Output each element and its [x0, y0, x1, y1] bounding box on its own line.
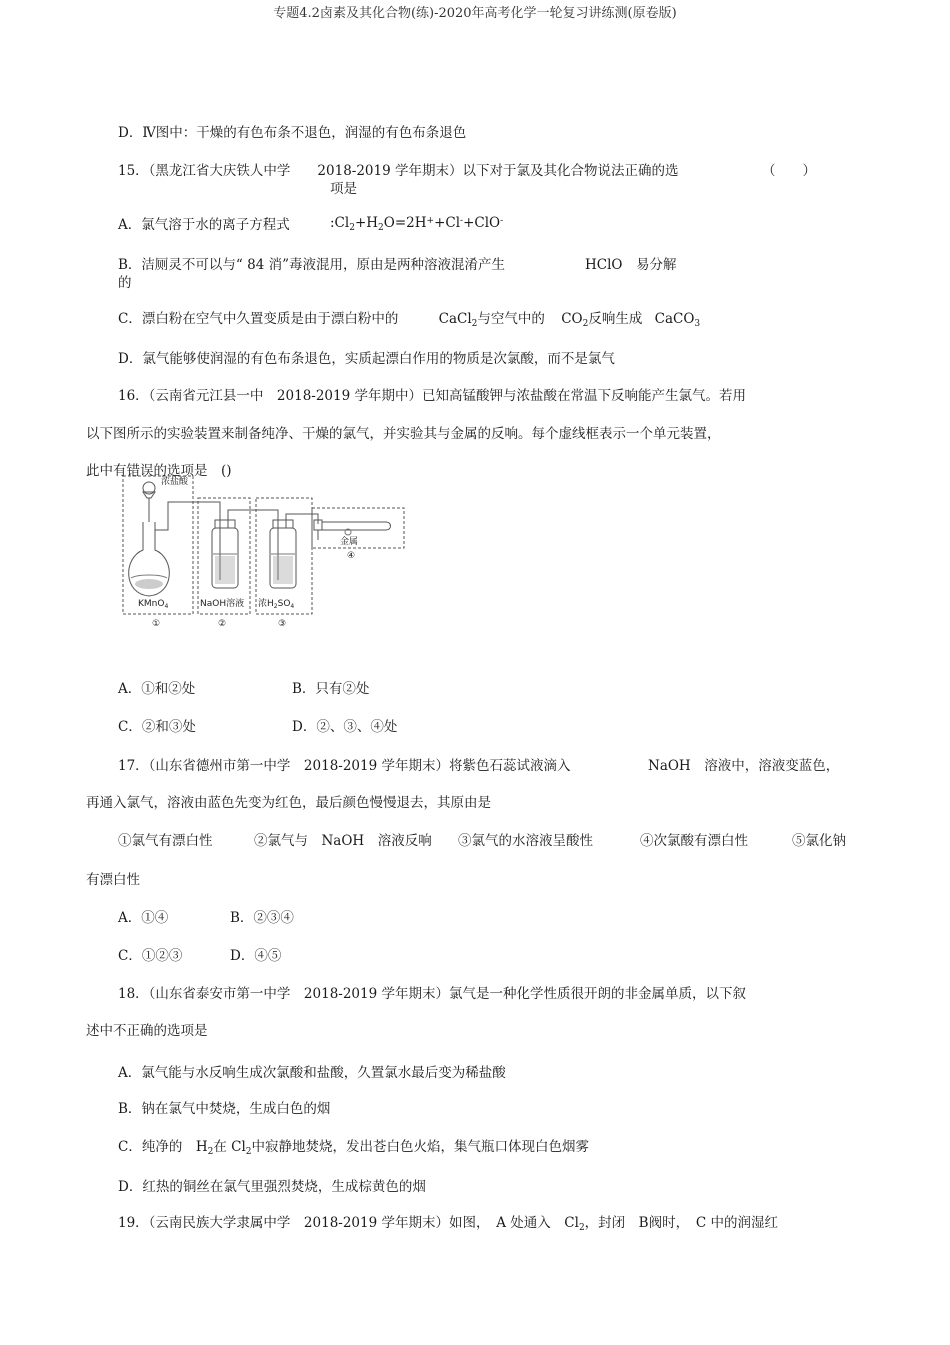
- q16-option-b: B．只有②处: [292, 681, 370, 697]
- fig-unit-1: ①: [152, 619, 161, 629]
- q18-option-d: D．红热的铜丝在氯气里强烈焚烧，生成棕黄色的烟: [118, 1179, 426, 1195]
- fig-label-metal: 金属: [340, 537, 359, 547]
- q17-stem-line1-cont: NaOH 溶液中，溶液变蓝色，: [648, 758, 840, 774]
- q15-stem-cont: 项是: [330, 181, 357, 197]
- q18-stem-line1: 18．（山东省泰安市第一中学 2018-2019 学年期末）氯气是一种化学性质很开朗的非金属单质，以下叙: [118, 986, 746, 1002]
- q16-option-a: A．①和②处: [118, 681, 196, 697]
- q17-option-d: D．④⑤: [230, 948, 282, 964]
- svg-text:浓H2SO4: 浓$H_2SO_4$: [258, 599, 295, 610]
- q15-option-b-cont: 的: [118, 275, 132, 291]
- q16-option-d: D．②、③、④处: [292, 719, 398, 735]
- svg-text:KMnO4: KMnO$_4$: [138, 599, 169, 610]
- fig-label-conc-hcl: 浓盐酸: [161, 477, 189, 487]
- q15-option-a-equation: $:Cl_2+H_2O=2H^++Cl^-+ClO^-$: [330, 215, 504, 233]
- chlorine-apparatus-figure: [118, 470, 418, 635]
- q19-stem-line1: 19．（云南民族大学隶属中学 2018-2019 学年期末）如图， A 处通入 $Cl_2$，封闭 B阀时， C 中的润湿红: [118, 1215, 778, 1233]
- fig-unit-3: ③: [278, 619, 287, 629]
- fig-unit-4: ④: [347, 551, 356, 561]
- q16-stem-line1: 16．（云南省元江县一中 2018-2019 学年期中）已知高锰酸钾与浓盐酸在常温下反响能产生氯气。若用: [118, 388, 746, 404]
- q15-option-d: D．氯气能够使润湿的有色布条退色，实质起漂白作用的物质是次氯酸，而不是氯气: [118, 351, 615, 367]
- q17-option-c: C．①②③: [118, 948, 183, 964]
- q16-option-c: C．②和③处: [118, 719, 196, 735]
- q15-answer-paren: （ ）: [762, 163, 816, 179]
- q15-option-c: C．漂白粉在空气中久置变质是由于漂白粉中的 CaCl$_2$与空气中的 $CO_2$反响生成 CaCO$_3$: [118, 311, 701, 329]
- q17-choice-5: ⑤氯化钠: [792, 833, 846, 849]
- q17-option-a: A．①④: [118, 910, 169, 926]
- fig-label-h2so4: 浓H: [258, 599, 274, 609]
- q14-option-d: D．Ⅳ图中：干燥的有色布条不退色，润湿的有色布条退色: [118, 125, 467, 141]
- q15-option-b-hclo: HClO 易分解: [585, 257, 677, 273]
- q16-stem-line2: 以下图所示的实验装置来制备纯净、干燥的氯气，并实验其与金属的反响。每个虚线框表示一个单元装置，: [86, 426, 721, 442]
- page-header: 专题4.2卤素及其化合物(练)-2020年高考化学一轮复习讲练测(原卷版): [273, 6, 677, 21]
- q17-stem-line1: 17．（山东省德州市第一中学 2018-2019 学年期末）将紫色石蕊试液滴入: [118, 758, 571, 774]
- q16-stem-line3: 此中有错误的选项是 (): [86, 463, 232, 479]
- fig-label-kmno4: KMnO: [138, 599, 165, 609]
- q15-option-a: A．氯气溶于水的离子方程式: [118, 217, 290, 233]
- q17-choice-1: ①氯气有漂白性: [118, 833, 213, 849]
- q18-option-a: A．氯气能与水反响生成次氯酸和盐酸，久置氯水最后变为稀盐酸: [118, 1065, 506, 1081]
- q15-stem: 15．（黑龙江省大庆铁人中学 2018-2019 学年期末）以下对于氯及其化合物说法正确的选: [118, 163, 679, 179]
- q15-option-b: B．洁厕灵不可以与“ 84 消”毒液混用，原由是两种溶液混淆产生: [118, 257, 505, 273]
- fig-unit-2: ②: [218, 619, 227, 629]
- q18-stem-line2: 述中不正确的选项是: [86, 1023, 208, 1039]
- q17-choice-3: ③氯气的水溶液呈酸性: [458, 833, 593, 849]
- q17-option-b: B．②③④: [230, 910, 294, 926]
- q17-choice-5-cont: 有漂白性: [86, 872, 140, 888]
- fig-label-naoh: NaOH溶液: [200, 599, 245, 609]
- q17-stem-line2: 再通入氯气，溶液由蓝色先变为红色，最后颜色慢慢退去，其原由是: [86, 795, 491, 811]
- q17-choice-4: ④次氯酸有漂白性: [640, 833, 748, 849]
- q18-option-b: B．钠在氯气中焚烧，生成白色的烟: [118, 1101, 331, 1117]
- q17-choice-2: ②氯气与 NaOH 溶液反响: [254, 833, 432, 849]
- q18-option-c: C．纯净的 $H_2$在 $Cl_2$中寂静地焚烧，发出苍白色火焰，集气瓶口体现白色烟雾: [118, 1139, 590, 1157]
